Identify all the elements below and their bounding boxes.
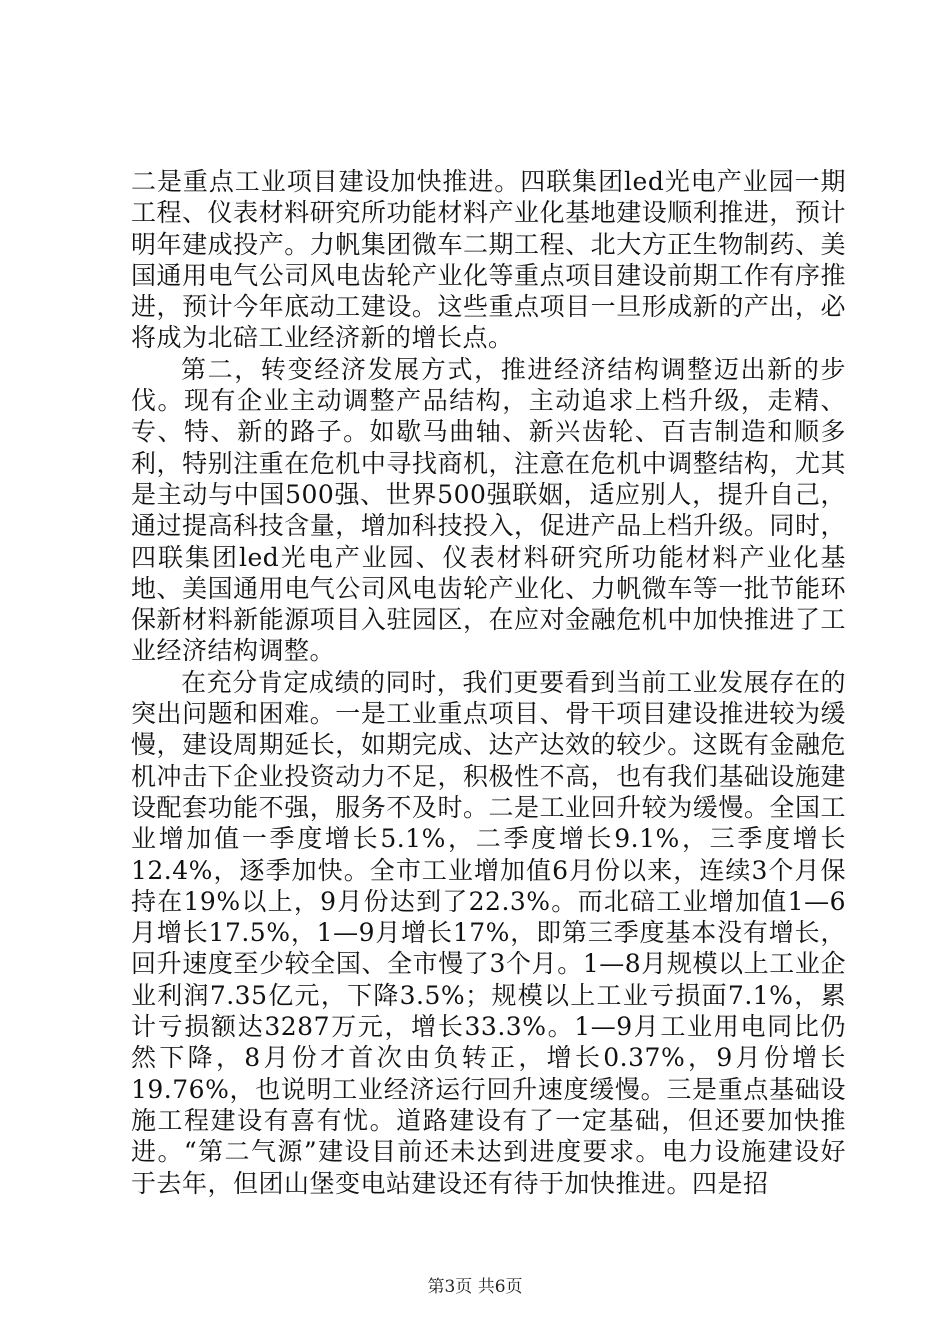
page-number-footer: 第3页 共6页 (427, 1277, 523, 1297)
paragraph-problems-difficulties: 在充分肯定成绩的同时，我们更要看到当前工业发展存在的突出问题和困难。一是工业重点项目、骨干项目建设推进较为缓慢，建设周期延长，如期完成、达产达效的较少。这既有金融危机冲击下企业投资动力不足，积极性不高，也有我们基础设施建设配套功能不强，服务不及时。二是工业回升较为缓慢。全国工业增加值一季度增长5.1%，二季度增长9.1%，三季度增长12.4%，逐季加快。全市工业增加值6月份以来，连续3个月保持在19%以上，9月份达到了22.3%。而北碚工业增加值1—6月增长17.5%，1—9月增长17%，即第三季度基本没有增长，回升速度至少较全国、全市慢了3个月。1—8月规模以上工业企业利润7.35亿元，下降3.5%；规模以上工业亏损面7.1%，累计亏损额达3287万元，增长33.3%。1—9月工业用电同比仍然下降，8月份才首次由负转正，增长0.37%，9月份增长19.76%，也说明工业经济运行回升速度缓慢。三是重点基础设施工程建设有喜有忧。道路建设有了一定基础，但还要加快推进。“第二气源”建设目前还未达到进度要求。电力设施建设好于去年，但团山堡变电站建设还有待于加快推进。四是招 (131, 667, 846, 1198)
document-body (131, 166, 846, 1199)
paragraph-key-projects: 二是重点工业项目建设加快推进。四联集团led光电产业园一期工程、仪表材料研究所功能材料产业化基地建设顺利推进，预计明年建成投产。力帆集团微车二期工程、北大方正生物制药、美国通用电气公司风电齿轮产业化等重点项目建设前期工作有序推进，预计今年底动工建设。这些重点项目一旦形成新的产出，必将成为北碚工业经济新的增长点。 (131, 167, 846, 353)
paragraph-economic-restructuring: 第二，转变经济发展方式，推进经济结构调整迈出新的步伐。现有企业主动调整产品结构，主动追求上档升级，走精、专、特、新的路子。如歇马曲轴、新兴齿轮、百吉制造和顺多利，特别注重在危机中寻找商机，注意在危机中调整结构，尤其是主动与中国500强、世界500强联姻，适应别人，提升自己，通过提高科技含量，增加科技投入，促进产品上档升级。同时，四联集团led光电产业园、仪表材料研究所功能材料产业化基地、美国通用电气公司风电齿轮产业化、力帆微车等一批节能环保新材料新能源项目入驻园区，在应对金融危机中加快推进了工业经济结构调整。 (131, 354, 846, 666)
